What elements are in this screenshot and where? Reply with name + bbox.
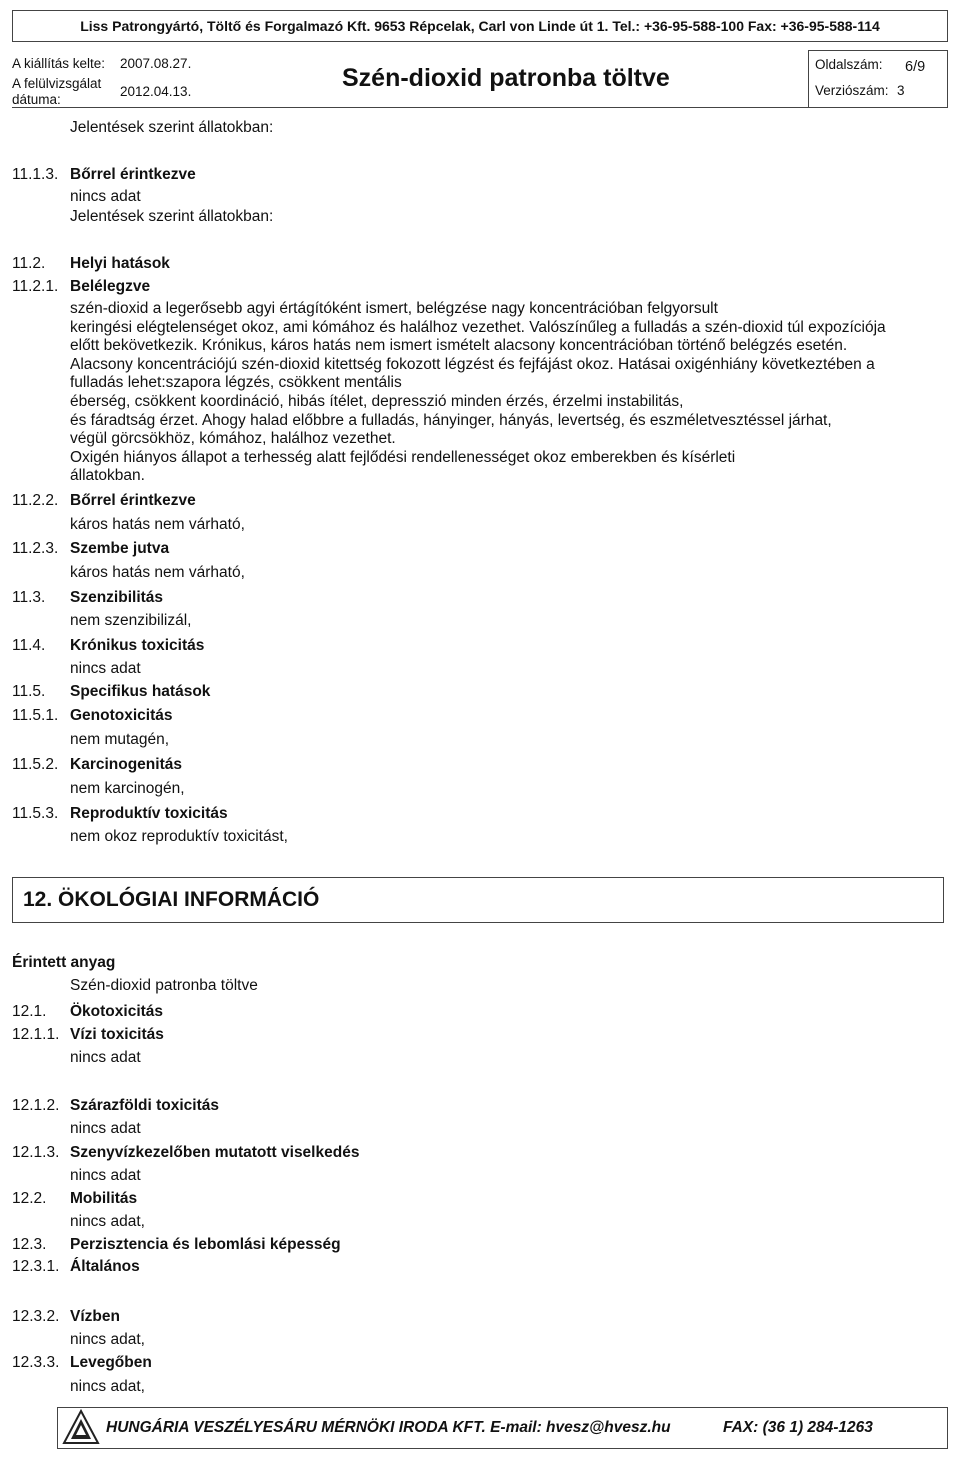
section-number: 12.2. — [12, 1190, 47, 1207]
section-heading: Reproduktív toxicitás — [70, 805, 228, 822]
text-line: nincs adat — [70, 1167, 141, 1184]
paragraph-line: Oxigén hiányos állapot a terhesség alatt fejlődési rendellenességet okoz emberekben és kísérleti — [70, 448, 736, 466]
review-date-label-1: A felülvizsgálat — [12, 76, 102, 91]
section-heading: Mobilitás — [70, 1190, 138, 1207]
footer-bar — [57, 1407, 948, 1449]
section-heading: Levegőben — [70, 1354, 152, 1371]
issue-date-label: A kiállítás kelte: — [12, 56, 106, 71]
section-number: 12.3.3. — [12, 1354, 60, 1371]
section-number: 11.2.2. — [12, 492, 59, 509]
paragraph-line: és fáradtság érzet. Ahogy halad előbbre a fulladás, hányinger, hányás, levertség, és eszméletvesztéssel járhat, — [70, 411, 832, 429]
section-heading: Ökotoxicitás — [70, 1003, 164, 1020]
section-heading: Genotoxicitás — [70, 707, 173, 724]
page-info-box — [808, 50, 948, 108]
text-line: nincs adat, — [70, 1378, 145, 1395]
section-number: 12.1.2. — [12, 1097, 60, 1114]
section-number: 11.4. — [12, 637, 46, 654]
paragraph-line: szén-dioxid a legerősebb agyi értágítóként ismert, belégzése nagy koncentrációban felgyorsult — [70, 300, 718, 317]
text-line: nem karcinogén, — [70, 780, 185, 797]
section-12-title: 12. ÖKOLÓGIAI INFORMÁCIÓ — [12, 877, 944, 923]
section-heading: Vízi toxicitás — [70, 1026, 164, 1043]
section-number: 11.3. — [12, 589, 46, 606]
page-number: 6/9 — [905, 59, 926, 75]
section-heading: Perzisztencia és lebomlási képesség — [70, 1236, 341, 1253]
text-line: nincs adat — [70, 660, 141, 677]
review-date-label-2: dátuma: — [12, 92, 61, 107]
section-number: 11.5.3. — [12, 805, 59, 822]
section-heading: Szembe jutva — [70, 540, 170, 557]
review-date: 2012.04.13. — [120, 84, 192, 99]
section-number: 11.2.3. — [12, 540, 59, 557]
section-number: 11.2.1. — [12, 278, 59, 295]
text-line: nem szenzibilizál, — [70, 612, 192, 629]
version-number: 3 — [897, 83, 905, 98]
section-heading: Helyi hatások — [70, 255, 170, 272]
section-number: 12.1.3. — [12, 1144, 60, 1161]
paragraph-line: fulladás lehet:szapora légzés, csökkent mentális — [70, 374, 402, 392]
page-title: Szén-dioxid patronba töltve — [342, 64, 670, 92]
affected-substance-label: Érintett anyag — [12, 954, 116, 971]
section-number: 11.2. — [12, 255, 46, 272]
section-heading: Szárazföldi toxicitás — [70, 1097, 220, 1114]
section-heading: Specifikus hatások — [70, 683, 211, 700]
text-line: káros hatás nem várható, — [70, 564, 245, 581]
section-number: 12.1. — [12, 1003, 47, 1020]
date-box — [12, 50, 207, 108]
section-number: 11.5. — [12, 683, 46, 700]
text-line: nincs adat, — [70, 1331, 145, 1348]
section-heading: Szenyvízkezelőben mutatott viselkedés — [70, 1144, 360, 1161]
paragraph-line: Alacsony koncentrációjú szén-dioxid kitettség fokozott légzést és fejfájást okoz. Hatásai oxigénhiány következtében a — [70, 355, 875, 373]
paragraph-line: előtt bekövetkezik. Krónikus, káros hatás nem ismert ismételt alacsony koncentrációban történő belégzés esetén. — [70, 337, 848, 355]
paragraph-line: keringési elégtelenséget okoz, ami kómához és halálhoz vezethet. Valószínűleg a fulladás a szén-dioxid túl expozíciója — [70, 318, 886, 336]
section-heading: Krónikus toxicitás — [70, 637, 205, 654]
paragraph-line: végül görcsökhöz, kómához, halálhoz vezethet. — [70, 430, 396, 448]
section-number: 12.3. — [12, 1236, 47, 1253]
text-line: Jelentések szerint állatokban: — [70, 119, 274, 136]
text-line: nincs adat, — [70, 1213, 145, 1230]
footer-fax: FAX: (36 1) 284-1263 — [723, 1419, 873, 1436]
section-number: 11.5.2. — [12, 756, 59, 773]
company-logo-icon — [62, 1409, 100, 1445]
section-heading: Bőrrel érintkezve — [70, 166, 196, 183]
inhalation-paragraph — [70, 300, 940, 486]
text-line: Jelentések szerint állatokban: — [70, 208, 274, 225]
section-heading: Bőrrel érintkezve — [70, 492, 196, 509]
paragraph-line: éberség, csökkent koordináció, hibás ítélet, depresszió minden érzés, érzelmi instabilitás, — [70, 392, 684, 410]
section-heading: Szenzibilitás — [70, 589, 164, 606]
company-bar: Liss Patrongyártó, Töltő és Forgalmazó Kft. 9653 Répcelak, Carl von Linde út 1. Tel.: +36-95-588-100 Fax: +36-95-588-114 — [12, 10, 948, 42]
text-line: káros hatás nem várható, — [70, 516, 245, 533]
page-number-label: Oldalszám: — [815, 57, 883, 72]
section-heading: Belélegzve — [70, 278, 151, 295]
text-line: nincs adat — [70, 1120, 141, 1137]
section-heading: Általános — [70, 1258, 140, 1275]
paragraph-line: állatokban. — [70, 467, 145, 485]
text-line: nincs adat — [70, 1049, 141, 1066]
text-line: nincs adat — [70, 188, 141, 205]
section-heading: Vízben — [70, 1308, 120, 1325]
text-line: nem mutagén, — [70, 731, 170, 748]
section-number: 11.5.1. — [12, 707, 59, 724]
text-line: nem okoz reproduktív toxicitást, — [70, 828, 288, 845]
section-number: 12.3.1. — [12, 1258, 60, 1275]
version-label: Verziószám: — [815, 83, 889, 98]
section-number: 12.1.1. — [12, 1026, 60, 1043]
issue-date: 2007.08.27. — [120, 56, 192, 71]
section-heading: Karcinogenitás — [70, 756, 182, 773]
section-number: 11.1.3. — [12, 166, 59, 183]
affected-substance-value: Szén-dioxid patronba töltve — [70, 977, 258, 994]
document-header — [12, 50, 948, 108]
section-number: 12.3.2. — [12, 1308, 60, 1325]
footer-company: HUNGÁRIA VESZÉLYESÁRU MÉRNÖKI IRODA KFT. E-mail: hvesz@hvesz.hu — [106, 1419, 671, 1436]
